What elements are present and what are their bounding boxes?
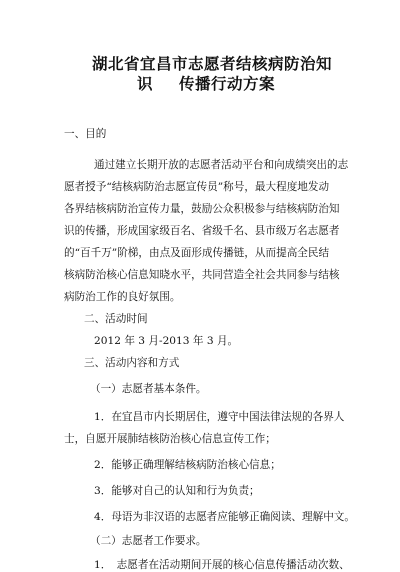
paragraph-line: 病防治工作的良好氛围。 — [64, 291, 181, 303]
section-heading-content: 三、活动内容和方式 — [84, 357, 180, 369]
requirement-item: 1． 志愿者在活动期间开展的核心信息传播活动次数、 — [94, 559, 350, 571]
subsection-heading-conditions: （一）志愿者基本条件。 — [90, 383, 207, 395]
paragraph-line: 愿者授予“结核病防治志愿宣传员”称号，最大程度地发动 — [64, 181, 330, 193]
title-fragment-a: 识 — [136, 75, 153, 93]
condition-item: 2．能够正确理解结核病防治核心信息； — [94, 459, 281, 471]
activity-period: 2012 年 3 月-2013 年 3 月。 — [94, 335, 239, 347]
paragraph-line: 识的传播，形成国家级百名、省级千名、县市级万名志愿者 — [64, 225, 340, 237]
document-title-line-1: 湖北省宜昌市志愿者结核病防治知 — [91, 55, 332, 73]
condition-item: 1．在宜昌市内长期居住，遵守中国法律法规的各界人 — [94, 411, 345, 423]
section-heading-time: 二、活动时间 — [84, 313, 148, 325]
document-title-line-2 — [6, 72, 400, 94]
paragraph-line: 的“百千万”阶梯，由点及面形成传播链，从而提高全民结 — [64, 247, 330, 259]
paragraph-line: 通过建立长期开放的志愿者活动平台和向成绩突出的志 — [94, 159, 349, 171]
condition-item: 3．能够对自己的认知和行为负责； — [94, 485, 260, 497]
paragraph-line: 核病防治核心信息知晓水平，共同营造全社会共同参与结核 — [64, 269, 340, 281]
condition-item: 4．母语为非汉语的志愿者应能够正确阅读、理解中文。 — [94, 511, 355, 523]
paragraph-line: 各界结核病防治宣传力量，鼓励公众积极参与结核病防治知 — [64, 203, 340, 215]
condition-item-continuation: 士，自愿开展肺结核防治核心信息宣传工作； — [64, 433, 276, 445]
subsection-heading-requirements: （二）志愿者工作要求。 — [90, 535, 207, 547]
title-fragment-b: 传播行动方案 — [179, 75, 276, 93]
section-heading-purpose: 一、目的 — [64, 128, 107, 140]
